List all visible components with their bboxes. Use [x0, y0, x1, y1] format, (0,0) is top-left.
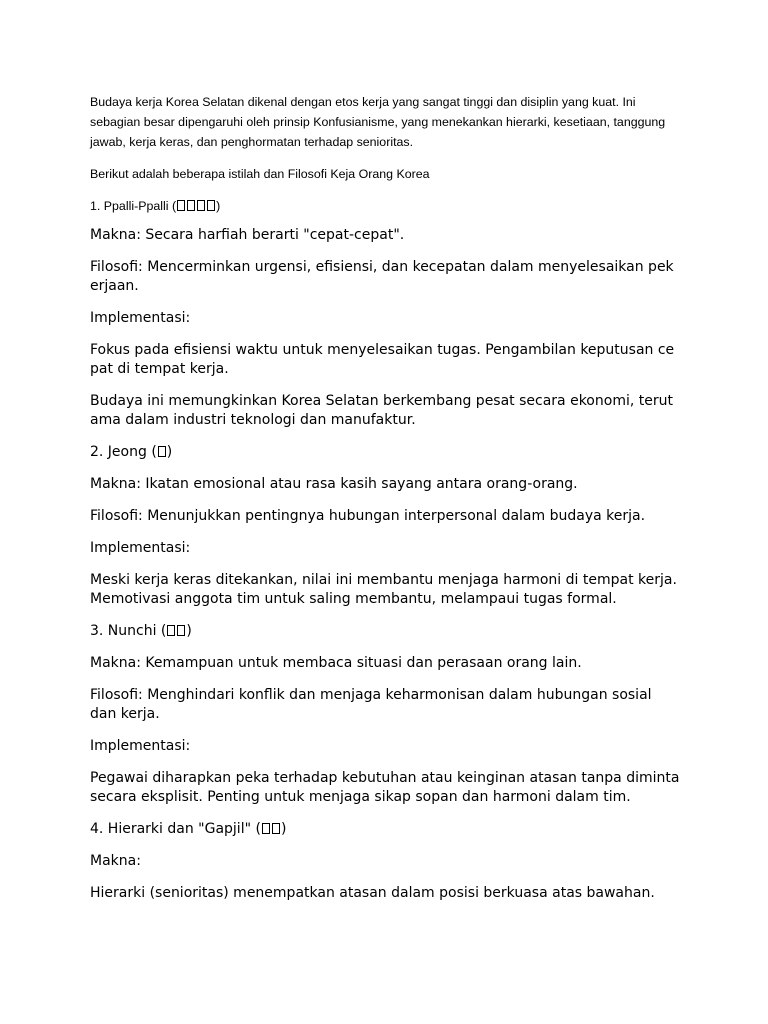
- list-intro: Berikut adalah beberapa istilah dan Filosofi Keja Orang Korea: [90, 167, 430, 181]
- section-4-makna-label: Makna:: [90, 853, 141, 869]
- section-2-implementasi-1: Meski kerja keras ditekankan, nilai ini membantu menjaga harmoni di tempat kerja. Memotivasi anggota tim untuk saling membantu, melampaui tugas formal.: [90, 572, 677, 607]
- hangul-glyph: [262, 823, 270, 834]
- section-2-filosofi: Filosofi: Menunjukkan pentingnya hubungan interpersonal dalam budaya kerja.: [90, 508, 646, 524]
- section-1-filosofi: Filosofi: Mencerminkan urgensi, efisiensi, dan kecepatan dalam menyelesaikan pekerjaan.: [90, 259, 674, 294]
- hangul-glyph: [207, 200, 215, 211]
- document-page: [90, 92, 680, 916]
- section-3-title: 3. Nunchi ( ): [90, 623, 192, 639]
- hangul-glyph: [187, 200, 195, 211]
- hangul-glyph: [177, 625, 185, 636]
- section-2-title: 2. Jeong ( ): [90, 444, 173, 460]
- section-3-implementasi-1: Pegawai diharapkan peka terhadap kebutuhan atau keinginan atasan tanpa diminta secara eksplisit. Penting untuk menjaga sikap sopan dan harmoni dalam tim.: [90, 770, 680, 805]
- hangul-glyph: [167, 625, 175, 636]
- intro-paragraph: Budaya kerja Korea Selatan dikenal dengan etos kerja yang sangat tinggi dan disiplin yang kuat. Ini sebagian besar dipengaruhi oleh prinsip Konfusianisme, yang menekankan hierarki, kesetiaan, tanggung jawab, kerja keras, dan penghormatan terhadap senioritas.: [90, 95, 666, 149]
- section-1-makna: Makna: Secara harfiah berarti "cepat-cepat".: [90, 227, 405, 243]
- section-4-title: 4. Hierarki dan "Gapjil" ( ): [90, 821, 287, 837]
- section-3-filosofi: Filosofi: Menghindari konflik dan menjaga keharmonisan dalam hubungan sosial dan kerja.: [90, 687, 652, 722]
- section-1-implementasi-label: Implementasi:: [90, 310, 191, 326]
- hangul-glyph: [197, 200, 205, 211]
- hangul-glyph: [272, 823, 280, 834]
- section-1-implementasi-1: Fokus pada efisiensi waktu untuk menyelesaikan tugas. Pengambilan keputusan cepat di tempat kerja.: [90, 342, 675, 377]
- section-1-implementasi-2: Budaya ini memungkinkan Korea Selatan berkembang pesat secara ekonomi, terutama dalam industri teknologi dan manufaktur.: [90, 393, 673, 428]
- section-2-makna: Makna: Ikatan emosional atau rasa kasih sayang antara orang-orang.: [90, 476, 578, 492]
- hangul-glyph: [158, 446, 166, 457]
- section-1-title: 1. Ppalli-Ppalli ( ): [90, 199, 221, 213]
- section-4-makna-text: Hierarki (senioritas) menempatkan atasan dalam posisi berkuasa atas bawahan.: [90, 885, 655, 901]
- section-3-implementasi-label: Implementasi:: [90, 738, 191, 754]
- section-2-implementasi-label: Implementasi:: [90, 540, 191, 556]
- section-3-makna: Makna: Kemampuan untuk membaca situasi dan perasaan orang lain.: [90, 655, 582, 671]
- hangul-glyph: [177, 200, 185, 211]
